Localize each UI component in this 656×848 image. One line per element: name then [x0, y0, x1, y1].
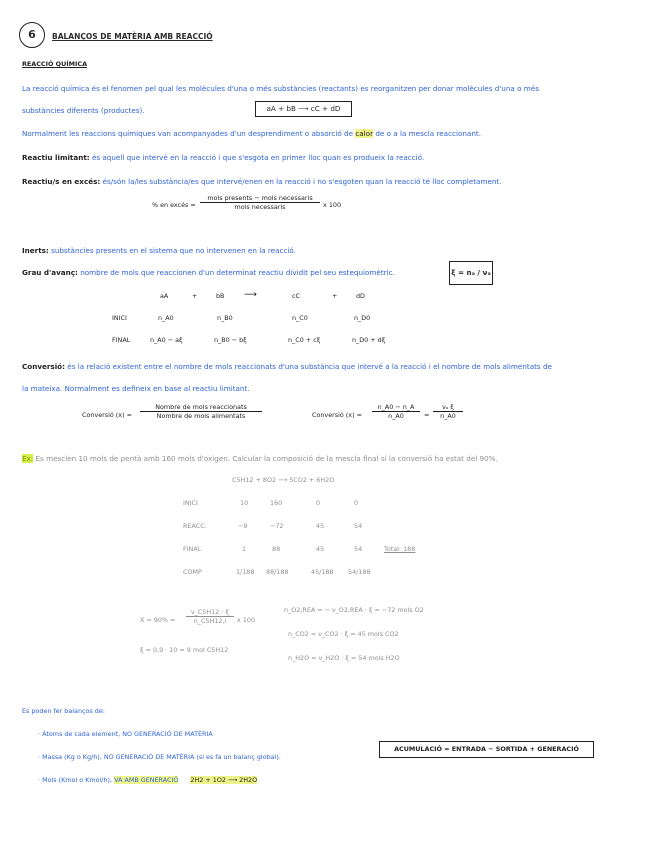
balancos-item	[38, 776, 257, 784]
example-reaction: C5H12 + 8O2 ⟶ 5CO2 + 6H2O	[232, 476, 335, 484]
example-row-label: FINAL	[183, 545, 202, 553]
stoich-final-D: n_D0 + dξ	[352, 336, 386, 344]
inerts-line	[22, 246, 296, 255]
accumulation-equation-box: ACUMULACIÓ = ENTRADA − SORTIDA + GENERACIÓ	[379, 741, 594, 758]
calc-conversion-rhs: x 100	[237, 616, 256, 624]
conversio-text1: és la relació existent entre el nombre de mols reaccionats d'una substància que intervé a la reacció i el nombre de mols alimentats de	[67, 362, 552, 371]
example-cell: −72	[270, 522, 284, 530]
calc-conversion-fraction	[186, 608, 234, 625]
example-cell: 54	[354, 545, 363, 553]
example-cell: 10	[240, 499, 249, 507]
grau-avanc-line	[22, 268, 395, 277]
balancos-item3-text: · Mols (Kmol o Kmol/h),	[38, 776, 113, 784]
eq-row-bB: bB	[216, 292, 225, 300]
grau-avanc-formula-box: ξ = nₐ / νₐ	[449, 261, 493, 285]
exces-formula-fraction	[200, 194, 320, 211]
example-cell: −9	[238, 522, 248, 530]
eq-row-plus1: +	[192, 292, 198, 300]
reactiu-limitant-line	[22, 153, 424, 162]
conversio-f2-lhs: Conversió (x) =	[312, 411, 362, 419]
reactius-exces-label: Reactiu/s en excés:	[22, 177, 101, 186]
conversio-f2-fraction1	[372, 403, 420, 420]
example-cell: 54	[354, 522, 363, 530]
exces-formula-numerator: mols presents − mols necessaris	[200, 194, 320, 203]
reaccio-text-line3	[22, 129, 481, 138]
stoich-final-C: n_C0 + cξ	[288, 336, 321, 344]
exces-formula-lhs: % en excés =	[152, 201, 196, 209]
example-cell: 88/188	[266, 568, 289, 576]
balancos-item3-equation: 2H2 + 1O2 ⟶ 2H2O	[190, 776, 258, 784]
conversio-f2-equals: =	[424, 411, 430, 419]
grau-avanc-text: nombre de mols que reaccionen d'un determinat reactiu dividit pel seu estequiomètric.	[80, 268, 395, 277]
conversio-f1-numerator: Nombre de mols reaccionats	[140, 403, 262, 412]
conversio-f2-numerator2: νₐ ξ	[433, 403, 463, 412]
conversio-f2-denominator2: n_A0	[440, 412, 456, 420]
example-row-label: INICI	[183, 499, 198, 507]
exces-formula-denominator: mols necessaris	[234, 203, 286, 211]
reaccio-text-line1: La reacció química és el fenomen pel qual les molècules d'una o més substàncies (reactants) es reorganitzen per donar molècules d'una o més	[22, 84, 539, 93]
eq-row-aA: aA	[160, 292, 169, 300]
example-cell: 45/188	[311, 568, 334, 576]
stoich-final-label: FINAL	[112, 336, 131, 344]
stoich-inici-B: n_B0	[217, 314, 233, 322]
stoich-final-A: n_A0 − aξ	[150, 336, 183, 344]
stoich-inici-D: n_D0	[354, 314, 371, 322]
conversio-f1-denominator: Nombre de mols alimentats	[156, 412, 246, 420]
exces-formula-rhs: x 100	[323, 201, 342, 209]
example-cell: 160	[270, 499, 283, 507]
conversio-f2-denominator: n_A0	[388, 412, 404, 420]
balancos-item: · Massa (Kg o Kg/h), NO GENERACIÓ DE MATÈRIA (si es fa un balanç global).	[38, 753, 281, 761]
example-cell: 45	[316, 522, 325, 530]
conversio-f1-lhs: Conversió (x) =	[82, 411, 132, 419]
calc-conversion-lhs: X = 90% =	[140, 616, 176, 624]
stoich-inici-A: n_A0	[158, 314, 174, 322]
balancos-intro: Es poden fer balanços de:	[22, 707, 105, 715]
example-row-label: REACC.	[183, 522, 207, 530]
reaccio-text-line2: substàncies diferents (productes).	[22, 106, 145, 115]
example-statement	[22, 454, 498, 463]
conversio-f2-fraction2	[433, 403, 463, 420]
reactiu-limitant-label: Reactiu limitant:	[22, 153, 90, 162]
stoich-inici-label: INICI	[112, 314, 127, 322]
calc-co2: n_CO2 = ν_CO2 · ξ = 45 mols CO2	[288, 630, 399, 638]
section-number-badge: 6	[19, 22, 45, 48]
example-cell: 0	[316, 499, 321, 507]
calor-highlight: calor	[355, 129, 374, 138]
example-row-label: COMP	[183, 568, 202, 576]
example-cell: 54/188	[348, 568, 371, 576]
example-total: Total: 188	[384, 545, 416, 553]
inerts-label: Inerts:	[22, 246, 49, 255]
example-text: Es mesclen 10 mols de pentà amb 160 mols d'oxigen. Calcular la composició de la mescla final si la conversió ha estat del 90%.	[35, 454, 498, 463]
conversio-f1-fraction	[140, 403, 262, 420]
calc-extent: ξ = 0,9 · 10 = 9 mol C5H12	[140, 646, 229, 654]
calc-conversion-numerator: ν_C5H12 · ξ	[186, 608, 234, 617]
eq-row-dD: dD	[356, 292, 365, 300]
conversio-line1	[22, 362, 552, 371]
eq-row-plus2: +	[332, 292, 338, 300]
calc-h2o: n_H2O = ν_H2O · ξ = 54 mols H2O	[288, 654, 400, 662]
stoich-final-B: n_B0 − bξ	[214, 336, 247, 344]
general-reaction-equation: aA + bB ⟶ cC + dD	[255, 101, 352, 117]
example-label: Ex:	[22, 454, 34, 463]
grau-avanc-label: Grau d'avanç:	[22, 268, 78, 277]
balancos-item3-highlight: VA AMB GENERACIÓ	[114, 776, 179, 784]
example-cell: 88	[272, 545, 281, 553]
reaccio-line3-pre: Normalment les reaccions químiques van acompanyades d'un desprendiment o absorció de	[22, 129, 354, 138]
reactius-exces-line	[22, 177, 502, 186]
reactiu-limitant-text: és aquell que intervé en la reacció i que s'esgota en primer lloc quan es produeix la reacció.	[91, 153, 425, 162]
conversio-label: Conversió:	[22, 362, 65, 371]
stoich-inici-C: n_C0	[292, 314, 308, 322]
page-title: BALANÇOS DE MATÈRIA AMB REACCIÓ	[52, 32, 213, 41]
example-cell: 45	[316, 545, 325, 553]
section-heading-reaccio-quimica: REACCIÓ QUÍMICA	[22, 60, 88, 68]
calc-o2: n_O2,REA = − ν_O2,REA · ξ = −72 mols O2	[284, 606, 424, 614]
conversio-f2-numerator: n_A0 − n_A	[372, 403, 420, 412]
reaccio-line3-post: de o a la mescla reaccionant.	[375, 129, 481, 138]
eq-row-cC: cC	[292, 292, 300, 300]
balancos-item: · Àtoms de cada element, NO GENERACIÓ DE MATÈRIA	[38, 730, 213, 738]
example-cell: 1/188	[236, 568, 255, 576]
reactius-exces-text: és/són la/les substància/es que intervé/enen en la reacció i no s'esgoten quan la reacció té lloc completament.	[102, 177, 502, 186]
conversio-line2: la mateixa. Normalment es defineix en base al reactiu limitant.	[22, 384, 250, 393]
inerts-text: substàncies presents en el sistema que no intervenen en la reacció.	[51, 246, 296, 255]
example-cell: 0	[354, 499, 359, 507]
calc-conversion-denominator: n_C5H12,i	[193, 617, 227, 625]
eq-row-arrow: ⟶	[244, 290, 257, 300]
example-cell: 1	[242, 545, 247, 553]
